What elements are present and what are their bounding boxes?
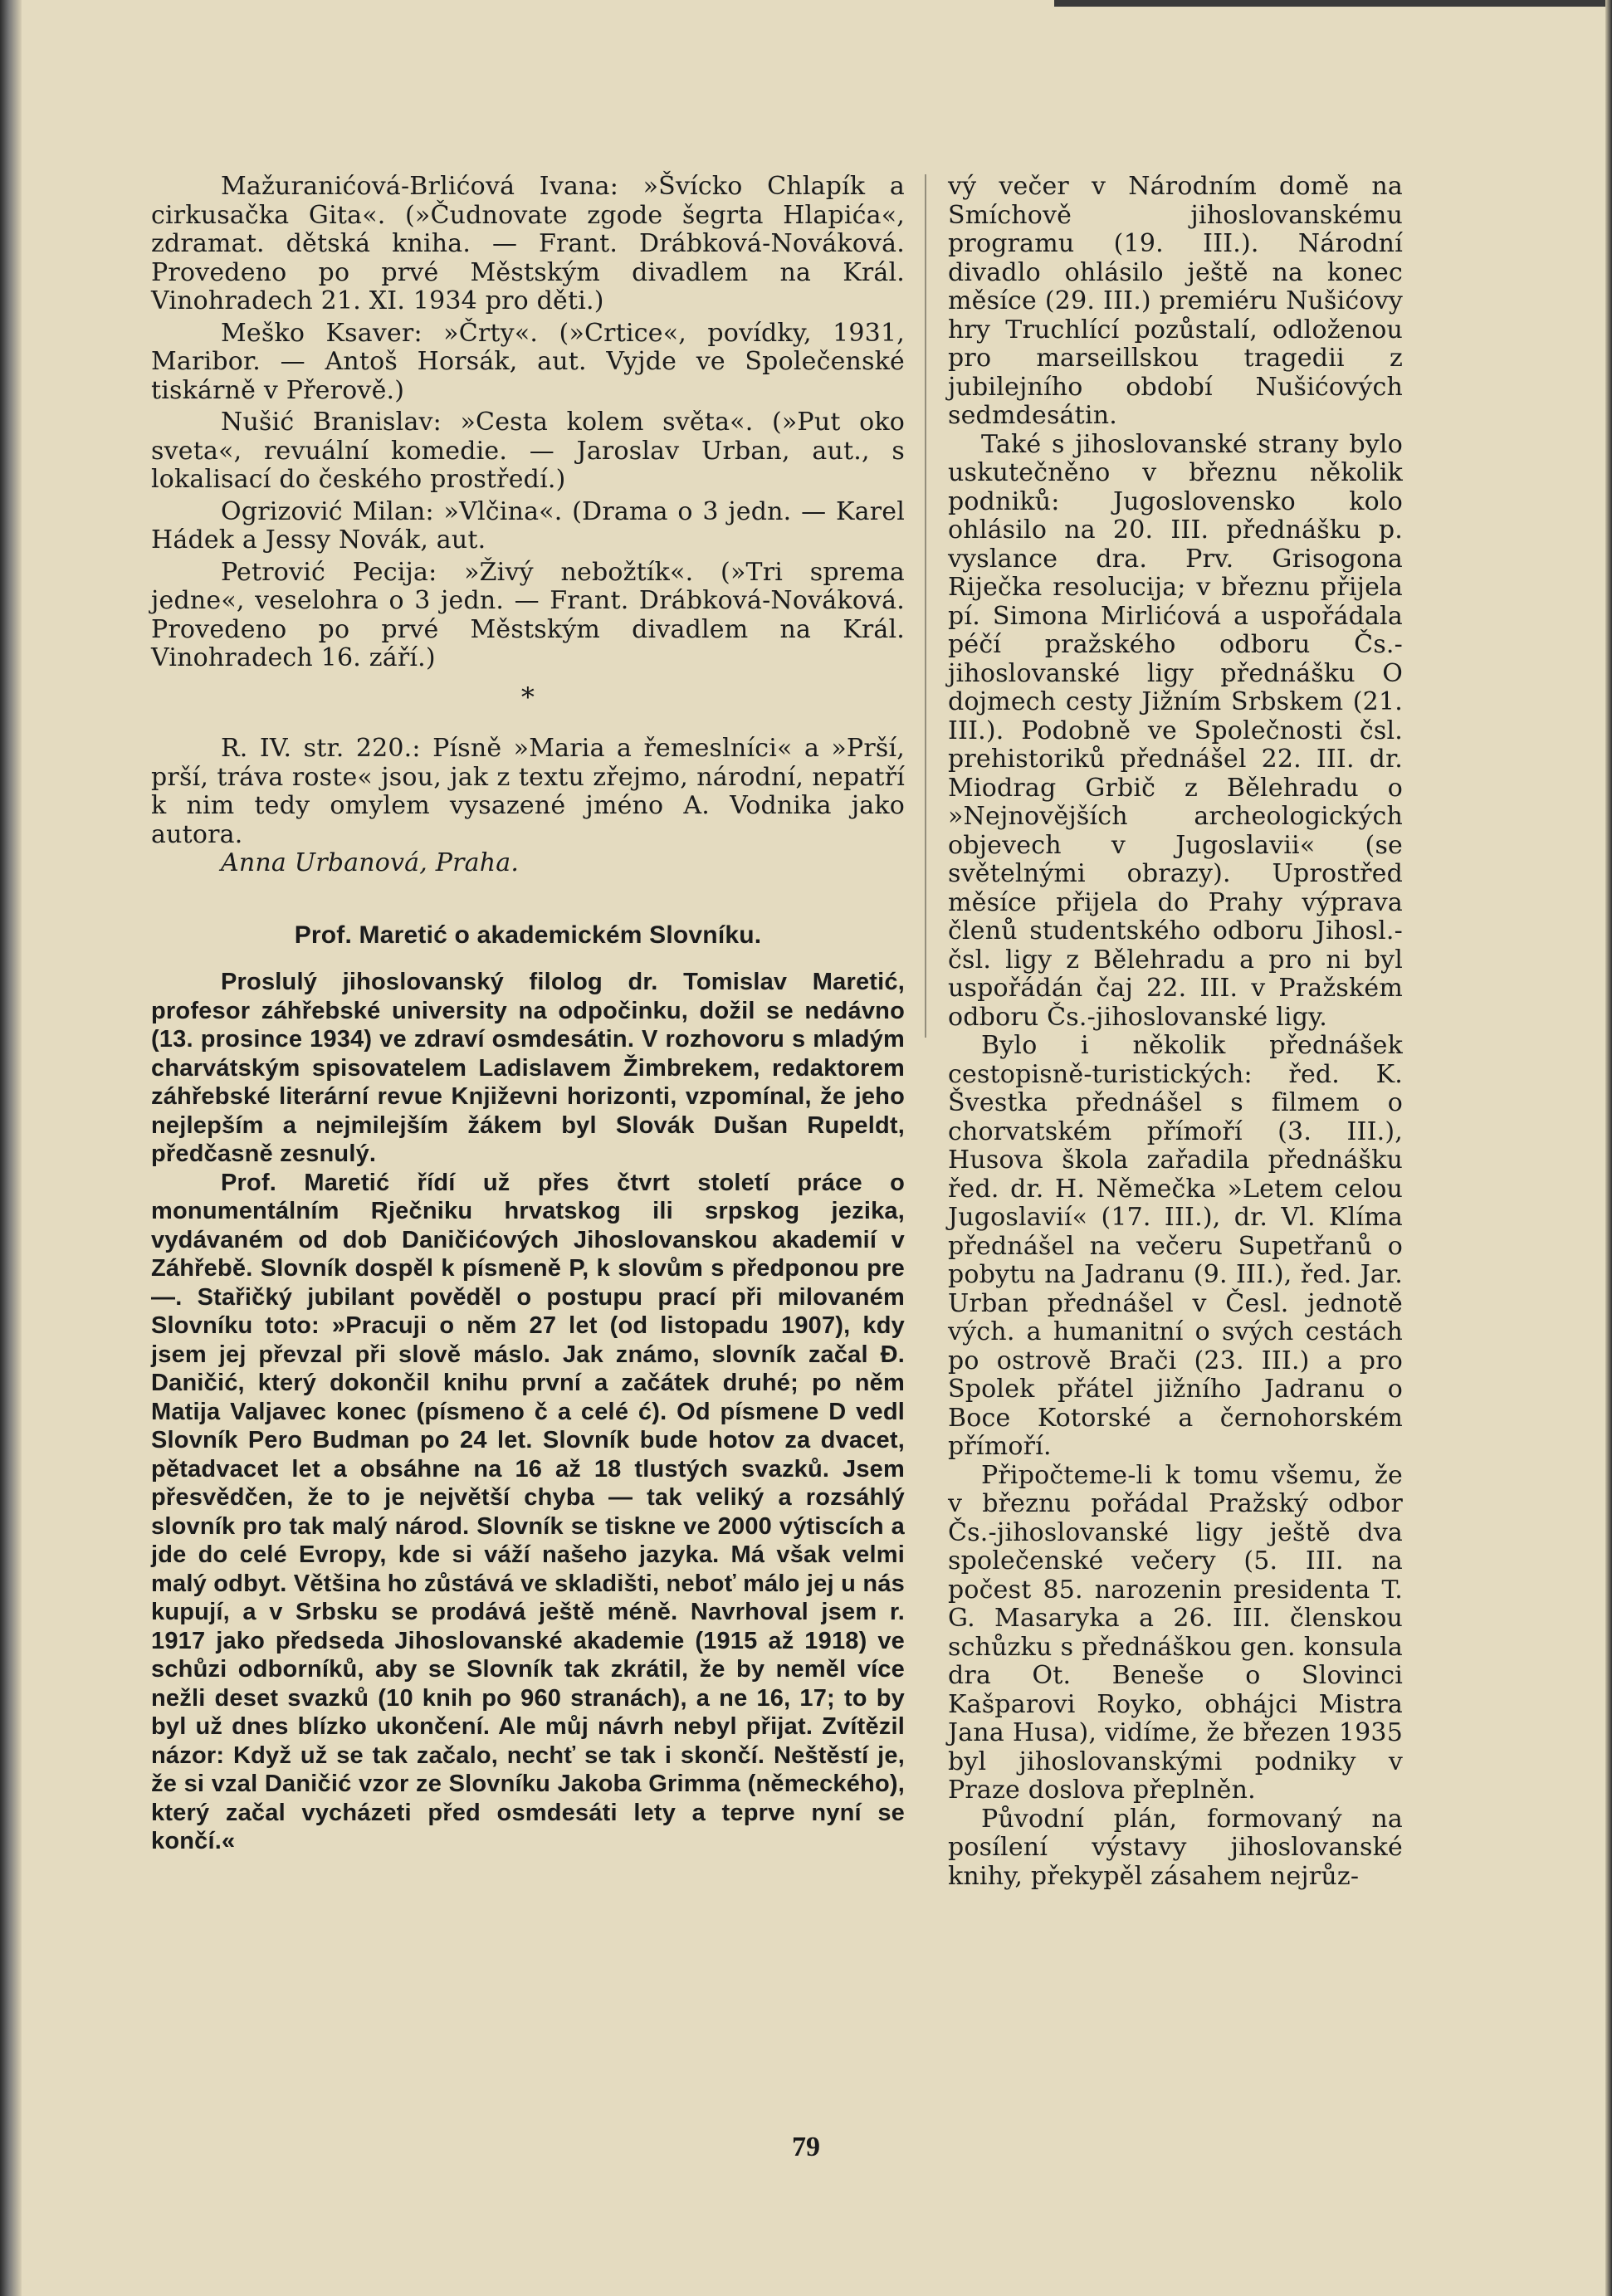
right-edge-shadow [1605,0,1612,2296]
bibliography-entry: Mažuranićová-Brlićová Ivana: »Švícko Chlapík a cirkusačka Gita«. (»Čudnovate zgode šegrta Hlapića«, zdramat. dětská kniha. — Frant. Drábková-Nováková. Provedeno po prvé Městským divadlem na Král. Vinohradech 21. XI. 1934 pro děti.) [151,172,905,315]
book-spine-shadow [0,0,22,2296]
bibliography-entry: Meško Ksaver: »Črty«. (»Crtice«, povídky, 1931, Maribor. — Antoš Horsák, aut. Vyjde ve Společenské tiskárně v Přerově.) [151,318,905,405]
article-heading: Prof. Maretić o akademickém Slovníku. [294,921,762,949]
article-paragraph: Prof. Maretić řídí už přes čtvrt století práce o monumentálním Rječniku hrvatskog ili srpskog jezika, vydávaném od dob Daničićových Jihoslovanskou akademií v Záhřebě. Slovník dospěl k písmeně P, k slovům s předponou pre—. Stařičký jubilant pověděl o postupu prací při milovaném Slovníku toto: »Pracuji o něm 27 let (od listopadu 1907), kdy jsem jej převzal při slově máslo. Jak známo, slovník začal Đ. Daničić, který dokončil knihu první a začátek druhé; po něm Matija Valjavec konec (písmeno č a celé ć). Od písmene D vedl Slovník Pero Budman po 24 let. Slovník bude hotov za dvacet, pětadvacet let a obsáhne na 16 až 18 tlustých svazků. Jsem přesvědčen, že to je největší chyba — tak veliký a rozsáhlý slovník pro tak malý národ. Slovník se tiskne ve 2000 výtiscích a jde do celé Evropy, kde si váží našeho jazyka. Má však velmi malý odbyt. Většina ho zůstává ve skladišti, neboť málo jej u nás kupují, a v Srbsku se prodává ještě méně. Navrhoval jsem r. 1917 jako předseda Jihoslovanské akademie (1915 až 1918) ve schůzi odborníků, aby se Slovník tak zkrátil, že by neměl více nežli deset svazků (10 knih po 960 stranách), a ne 16, 17; to by byl už dnes blízko ukončení. Ale můj návrh nebyl přijat. Zvítězil názor: Když už se tak začalo, nechť se tak i skončí. Neštěstí je, že si vzal Daničić vzor ze Slovníku Jakoba Grimma (německého), který začal vycházeti před osmdesáti lety a teprve nyní se končí.« [151,1169,905,1854]
bibliography-entry: Ogrizović Milan: »Vlčina«. (Drama o 3 jedn. — Karel Hádek a Jessy Novák, aut. [151,496,905,554]
bibliography-entry: Nušić Branislav: »Cesta kolem světa«. (»Put oko sveta«, revuální komedie. — Jaroslav Urban, aut., s lokalisací do českého prostředí.) [151,408,905,494]
article-paragraph: Připočteme-li k tomu všemu, že v březnu pořádal Pražský odbor Čs.-jihoslovanské ligy ještě dva společenské večery (5. III. na počest 85. narozenin presidenta T. G. Masaryka a 26. III. členskou schůzku s přednáškou gen. konsula dra Ot. Beneše o Slovinci Kašparovi Royko, obhájci Mistra Jana Husa), vidíme, že březen 1935 byl jihoslovanskými podniky v Praze doslova přeplněn. [948,1460,1403,1805]
continued-paragraph: vý večer v Národním domě na Smíchově jihoslovanskému programu (19. III.). Národní divadlo ohlásilo ještě na konec měsíce (29. III.) premiéru Nušićovy hry Truchlící pozůstalí, odloženou pro marseillskou tragedii z jubilejního období Nušićových sedmdesátin. [948,172,1403,430]
left-column [151,173,905,1856]
article-paragraph: Proslulý jihoslovanský filolog dr. Tomislav Maretić, profesor záhřebské university na odpočinku, dožil se nedávno (13. prosince 1934) ve zdraví osmdesátin. V rozhovoru s mladým charvátským spisovatelem Ladislavem Žimbrekem, redaktorem záhřebské literární revue Književni horizonti, vzpomínal, že jeho nejlepším a nejmilejším žákem byl Slovák Dušan Rupeldt, předčasně zesnulý. [151,969,905,1167]
article-paragraph: Původní plán, formovaný na posílení výstavy jihoslovanské knihy, překypěl zásahem nejrůz- [948,1804,1403,1891]
article-paragraph: Také s jihoslovanské strany bylo uskutečněno v březnu několik podniků: Jugoslovensko kolo ohlásilo na 20. III. přednášku p. vyslance dra. Prv. Grisogona Riječka resolucija; v březnu přijela pí. Simona Mirlićová a uspořádala péčí pražského odboru Čs.-jihoslovanské ligy přednášku O dojmech cesty Jižním Srbskem (21. III.). Podobně ve Společnosti čsl. prehistoriků přednášel 22. III. dr. Miodrag Grbič z Bělehradu o »Nejnovějších archeologických objevech v Jugoslavii« (se světelnými obrazy). Uprostřed měsíce přijela do Prahy výprava členů studentského odboru Jihosl.-čsl. ligy z Bělehradu a pro ni byl uspořádán čaj 22. III. v Pražském odboru Čs.-jihoslovanské ligy. [948,429,1403,1032]
top-edge-shadow [1054,0,1612,7]
correction-note [151,735,905,878]
section-separator: * [520,681,535,713]
article-paragraph: Bylo i několik přednášek cestopisně-turistických: řed. K. Švestka přednášel s filmem o chorvatském přímoří (3. III.), Husova škola zařadila přednášku řed. dr. H. Němečka »Letem celou Jugoslavií« (17. III.), dr. Vl. Klíma přednášel na večeru Supetřanů o pobytu na Jadranu (9. III.), řed. Jar. Urban přednášel v Česl. jednotě vých. a humanitní o svých cestách po ostrově Brači (23. III.) a pro Spolek přátel jižního Jadranu o Boce Kotorské a černohorském přímoří. [948,1031,1403,1461]
correction-text: R. IV. str. 220.: Písně »Maria a řemeslníci« a »Prší, prší, tráva roste« jsou, jak z textu zřejmo, národní, nepatří k nim tedy omylem vysazené jméno A. Vodnika jako autora. [151,734,905,849]
page-number: 79 [792,2132,820,2162]
correction-signature: Anna Urbanová, Praha. [221,848,520,877]
correction-signature-line [151,849,905,878]
bibliography-entry: Petrović Pecija: »Živý nebožtík«. (»Tri sprema jedne«, veselohra o 3 jedn. — Frant. Drábková-Nováková. Provedeno po prvé Městským divadlem na Král. Vinohradech 16. září.) [151,557,905,672]
right-column [948,173,1403,1891]
column-divider [925,174,926,1038]
